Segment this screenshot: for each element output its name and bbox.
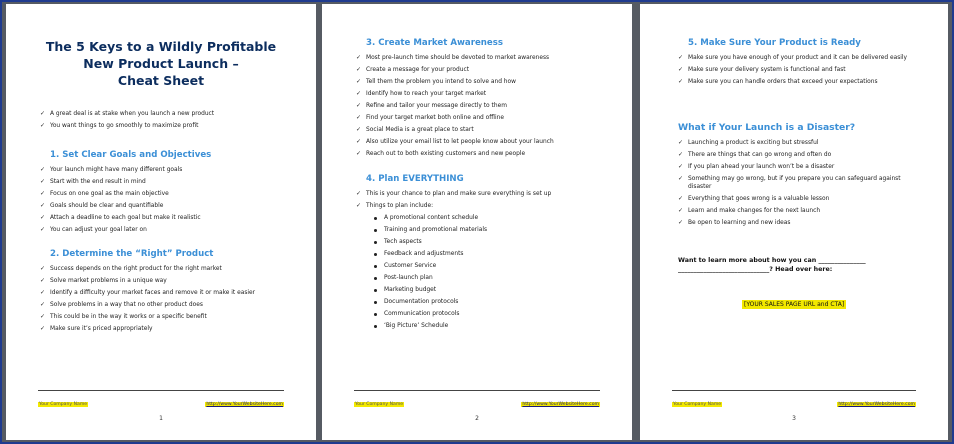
list-item: ✓ Focus on one goal as the main objective [40,190,288,198]
footer-divider [354,390,600,391]
sub-list-item: Communication protocols [374,310,604,318]
list-item: ✓ Make sure it’s priced appropriately [40,325,288,333]
cta-text [678,256,924,274]
sub-list-item: ‘Big Picture’ Schedule [374,322,604,330]
list-item: ✓ Create a message for your product [356,66,604,74]
sub-list-item: Tech aspects [374,238,604,246]
section-ready [678,38,924,90]
section-heading: 5. Make Sure Your Product is Ready [688,38,861,48]
list-item: ✓ Solve market problems in a unique way [40,277,288,285]
footer-url-link[interactable]: http://www.YourWebsiteHere.com [522,402,599,407]
page-number: 2 [475,415,479,422]
section-heading: 2. Determine the “Right” Product [50,249,214,259]
section-heading: 3. Create Market Awareness [366,38,503,48]
section-goals [40,150,288,238]
title-line: New Product Launch – [83,56,239,71]
page-3 [640,4,948,440]
intro-list [40,110,288,134]
list-item: ✓ Refine and tailor your message directly to them [356,102,604,110]
list-item: ✓ Tell them the problem you intend to solve and how [356,78,604,86]
sub-list-item: Post-launch plan [374,274,604,282]
list-item: ✓ This could be in the way it works or a specific benefit [40,313,288,321]
list-item: ✓ Make sure you can handle orders that exceed your expectations [678,78,924,86]
footer-url-link[interactable]: http://www.YourWebsiteHere.com [206,402,283,407]
list-item: ✓ If you plan ahead your launch won’t be a disaster [678,163,924,171]
sub-list-item: Documentation protocols [374,298,604,306]
list-item: ✓ Attach a deadline to each goal but make it realistic [40,214,288,222]
footer-company: Your Company Name [355,402,404,407]
list-item: ✓ This is your chance to plan and make sure everything is set up [356,190,604,198]
list-item: ✓ Something may go wrong, but if you prepare you can safeguard against disaster [678,175,924,191]
footer-url-link[interactable]: http://www.YourWebsiteHere.com [838,402,915,407]
section-product [40,249,288,337]
list-item: ✓ Also utilize your email list to let people know about your launch [356,138,604,146]
list-item: ✓ Identify a difficulty your market faces and remove it or make it easier [40,289,288,297]
footer-company: Your Company Name [39,402,88,407]
section-heading: 4. Plan EVERYTHING [366,174,464,184]
sub-list-item: Marketing budget [374,286,604,294]
list-item: ✓ Your launch might have many different goals [40,166,288,174]
page-2 [322,4,632,440]
footer-divider [672,390,916,391]
cta-line: _____________________________? Head over here: [678,266,833,273]
list-item: ✓ Be open to learning and new ideas [678,219,924,227]
list-item: ✓ Most pre-launch time should be devoted to market awareness [356,54,604,62]
list-item: ✓ Launching a product is exciting but stressful [678,139,924,147]
list-item: ✓ Everything that goes wrong is a valuable lesson [678,195,924,203]
list-item: ✓ Learn and make changes for the next launch [678,207,924,215]
sub-list-item: Feedback and adjustments [374,250,604,258]
list-item: ✓ Make sure you have enough of your product and it can be delivered easily [678,54,924,62]
list-item: ✓ Things to plan include: [356,202,604,210]
footer-company: Your Company Name [673,402,722,407]
cta-placeholder: [YOUR SALES PAGE URL and CTA] [744,301,845,308]
cta-line: Want to learn more about how you can _______________ [678,257,866,264]
sub-list-item: Training and promotional materials [374,226,604,234]
list-item: ✓ Find your target market both online and offline [356,114,604,122]
list-item: ✓ Success depends on the right product for the right market [40,265,288,273]
list-item: ✓ Reach out to both existing customers and new people [356,150,604,158]
intro-item: ✓ A great deal is at stake when you launch a new product [40,110,288,118]
list-item: ✓ Solve problems in a way that no other product does [40,301,288,309]
list-item: ✓ Start with the end result in mind [40,178,288,186]
title-line: Cheat Sheet [117,73,205,88]
section-awareness [356,38,604,162]
sub-list-item: A promotional content schedule [374,214,604,222]
section-plan [356,174,604,334]
intro-item: ✓ You want things to go smoothly to maximize profit [40,122,288,130]
page-1 [6,4,316,440]
list-item: ✓ Goals should be clear and quantifiable [40,202,288,210]
list-item: ✓ Make sure your delivery system is functional and fast [678,66,924,74]
footer-divider [38,390,284,391]
sub-list-item: Customer Service [374,262,604,270]
section-disaster [678,122,924,231]
section-heading: 1. Set Clear Goals and Objectives [50,150,212,160]
list-item: ✓ There are things that can go wrong and often do [678,151,924,159]
list-item: ✓ Identify how to reach your target market [356,90,604,98]
list-item: ✓ You can adjust your goal later on [40,226,288,234]
title-line: The 5 Keys to a Wildly Profitable [45,39,277,54]
page-number: 3 [792,415,796,422]
document-title [26,38,296,89]
list-item: ✓ Social Media is a great place to start [356,126,604,134]
section-heading: What if Your Launch is a Disaster? [678,122,856,133]
page-number: 1 [159,415,163,422]
